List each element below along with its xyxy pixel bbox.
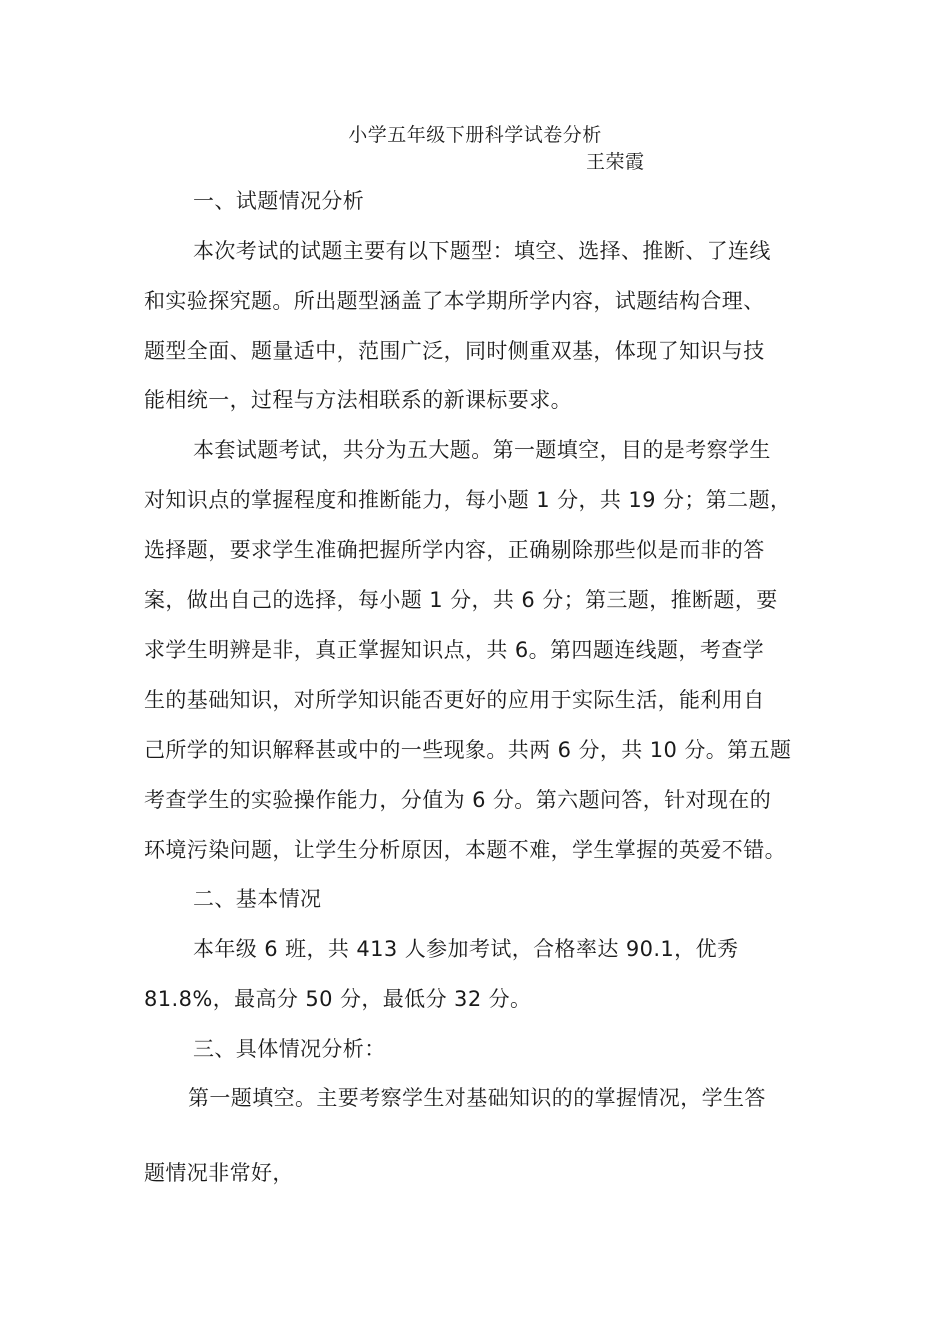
paragraph-line: 题型全面、题量适中，范围广泛，同时侧重双基，体现了知识与技 [144,339,765,363]
paragraph-line: 选择题，要求学生准确把握所学内容，正确剔除那些似是而非的答 [144,538,765,562]
paragraph-line: 案，做出自己的选择，每小题 1 分，共 6 分；第三题，推断题，要 [144,588,778,612]
paragraph-line: 和实验探究题。所出题型涵盖了本学期所学内容，试题结构合理、 [144,289,765,313]
paragraph-line: 第一题填空。主要考察学生对基础知识的的掌握情况，学生答 [188,1086,766,1110]
section-heading-2: 二、基本情况 [193,887,322,911]
paragraph-line: 对知识点的掌握程度和推断能力，每小题 1 分，共 19 分；第二题， [144,488,792,512]
paragraph-line: 生的基础知识，对所学知识能否更好的应用于实际生活，能利用自 [144,688,765,712]
paragraph-line: 本套试题考试，共分为五大题。第一题填空，目的是考察学生 [193,438,771,462]
paragraph-line: 己所学的知识解释甚或中的一些现象。共两 6 分，共 10 分。第五题 [144,738,792,762]
paragraph-line: 81.8%，最高分 50 分，最低分 32 分。 [144,987,532,1011]
paragraph-line: 能相统一，过程与方法相联系的新课标要求。 [144,388,572,412]
paragraph-line: 题情况非常好， [144,1161,294,1185]
paragraph-line: 求学生明辨是非，真正掌握知识点，共 6。第四题连线题，考查学 [144,638,765,662]
section-heading-3: 三、具体情况分析： [193,1037,386,1061]
paragraph-line: 本次考试的试题主要有以下题型：填空、选择、推断、了连线 [193,239,771,263]
document-author: 王荣霞 [586,151,645,173]
document-title: 小学五年级下册科学试卷分析 [348,124,602,146]
paragraph-line: 环境污染问题，让学生分析原因，本题不难，学生掌握的英爱不错。 [144,838,786,862]
paragraph-line: 本年级 6 班，共 413 人参加考试，合格率达 90.1，优秀 [193,937,739,961]
paragraph-line: 考查学生的实验操作能力，分值为 6 分。第六题问答，针对现在的 [144,788,772,812]
section-heading-1: 一、试题情况分析 [193,189,365,213]
